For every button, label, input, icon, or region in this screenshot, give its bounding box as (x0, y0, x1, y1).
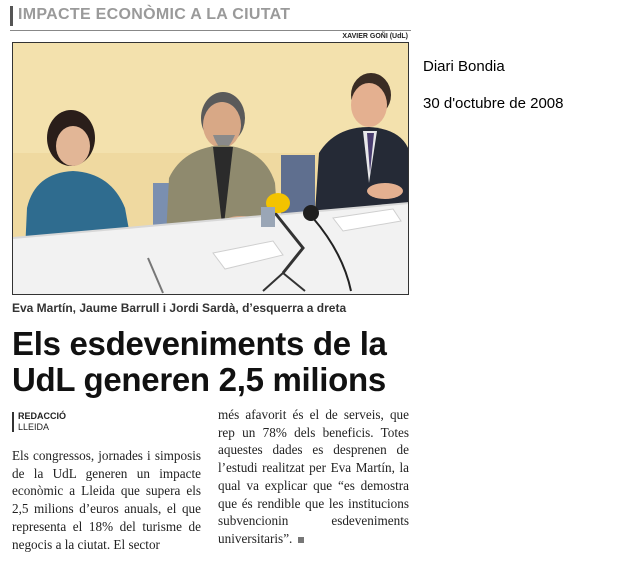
source-note: Diari Bondia (423, 58, 505, 75)
photo-caption: Eva Martín, Jaume Barrull i Jordi Sardà, d’esquerra a dreta (12, 301, 347, 315)
press-photo (12, 42, 409, 295)
date-note: 30 d'octubre de 2008 (423, 95, 564, 112)
byline-place: LLEIDA (18, 422, 50, 432)
body-column-1-text: Els congressos, jornades i simposis de la UdL generen un impacte econòmic a Lleida que supera els 2,5 milions d’euros anuals, el que representa el 18% del turisme de negocis a la ciutat. El sector (12, 448, 201, 552)
headline-line-2: UdL generen 2,5 milions (12, 361, 386, 398)
end-of-article-icon (298, 537, 304, 543)
press-photo-illustration (13, 43, 409, 295)
headline (12, 326, 422, 398)
section-rule (10, 30, 411, 31)
section-title: IMPACTE ECONÒMIC A LA CIUTAT (18, 6, 291, 23)
body-column-2-text: més afavorit és el de serveis, que rep un 78% dels beneficis. Totes aquestes dades es desprenen de l’estudi realitzat per Eva Martín, la qual va explicar que “es demostra que és rendible que les institucions subvencionin esdeveniments universitaris”. (218, 407, 409, 546)
body-column-2 (218, 406, 409, 548)
byline-marker (12, 412, 14, 432)
section-marker (10, 6, 13, 26)
headline-line-1: Els esdeveniments de la (12, 325, 387, 362)
body-column-1 (12, 447, 201, 553)
byline-author: REDACCIÓ (18, 411, 67, 421)
photo-credit: XAVIER GOÑI (UdL) (342, 33, 408, 40)
